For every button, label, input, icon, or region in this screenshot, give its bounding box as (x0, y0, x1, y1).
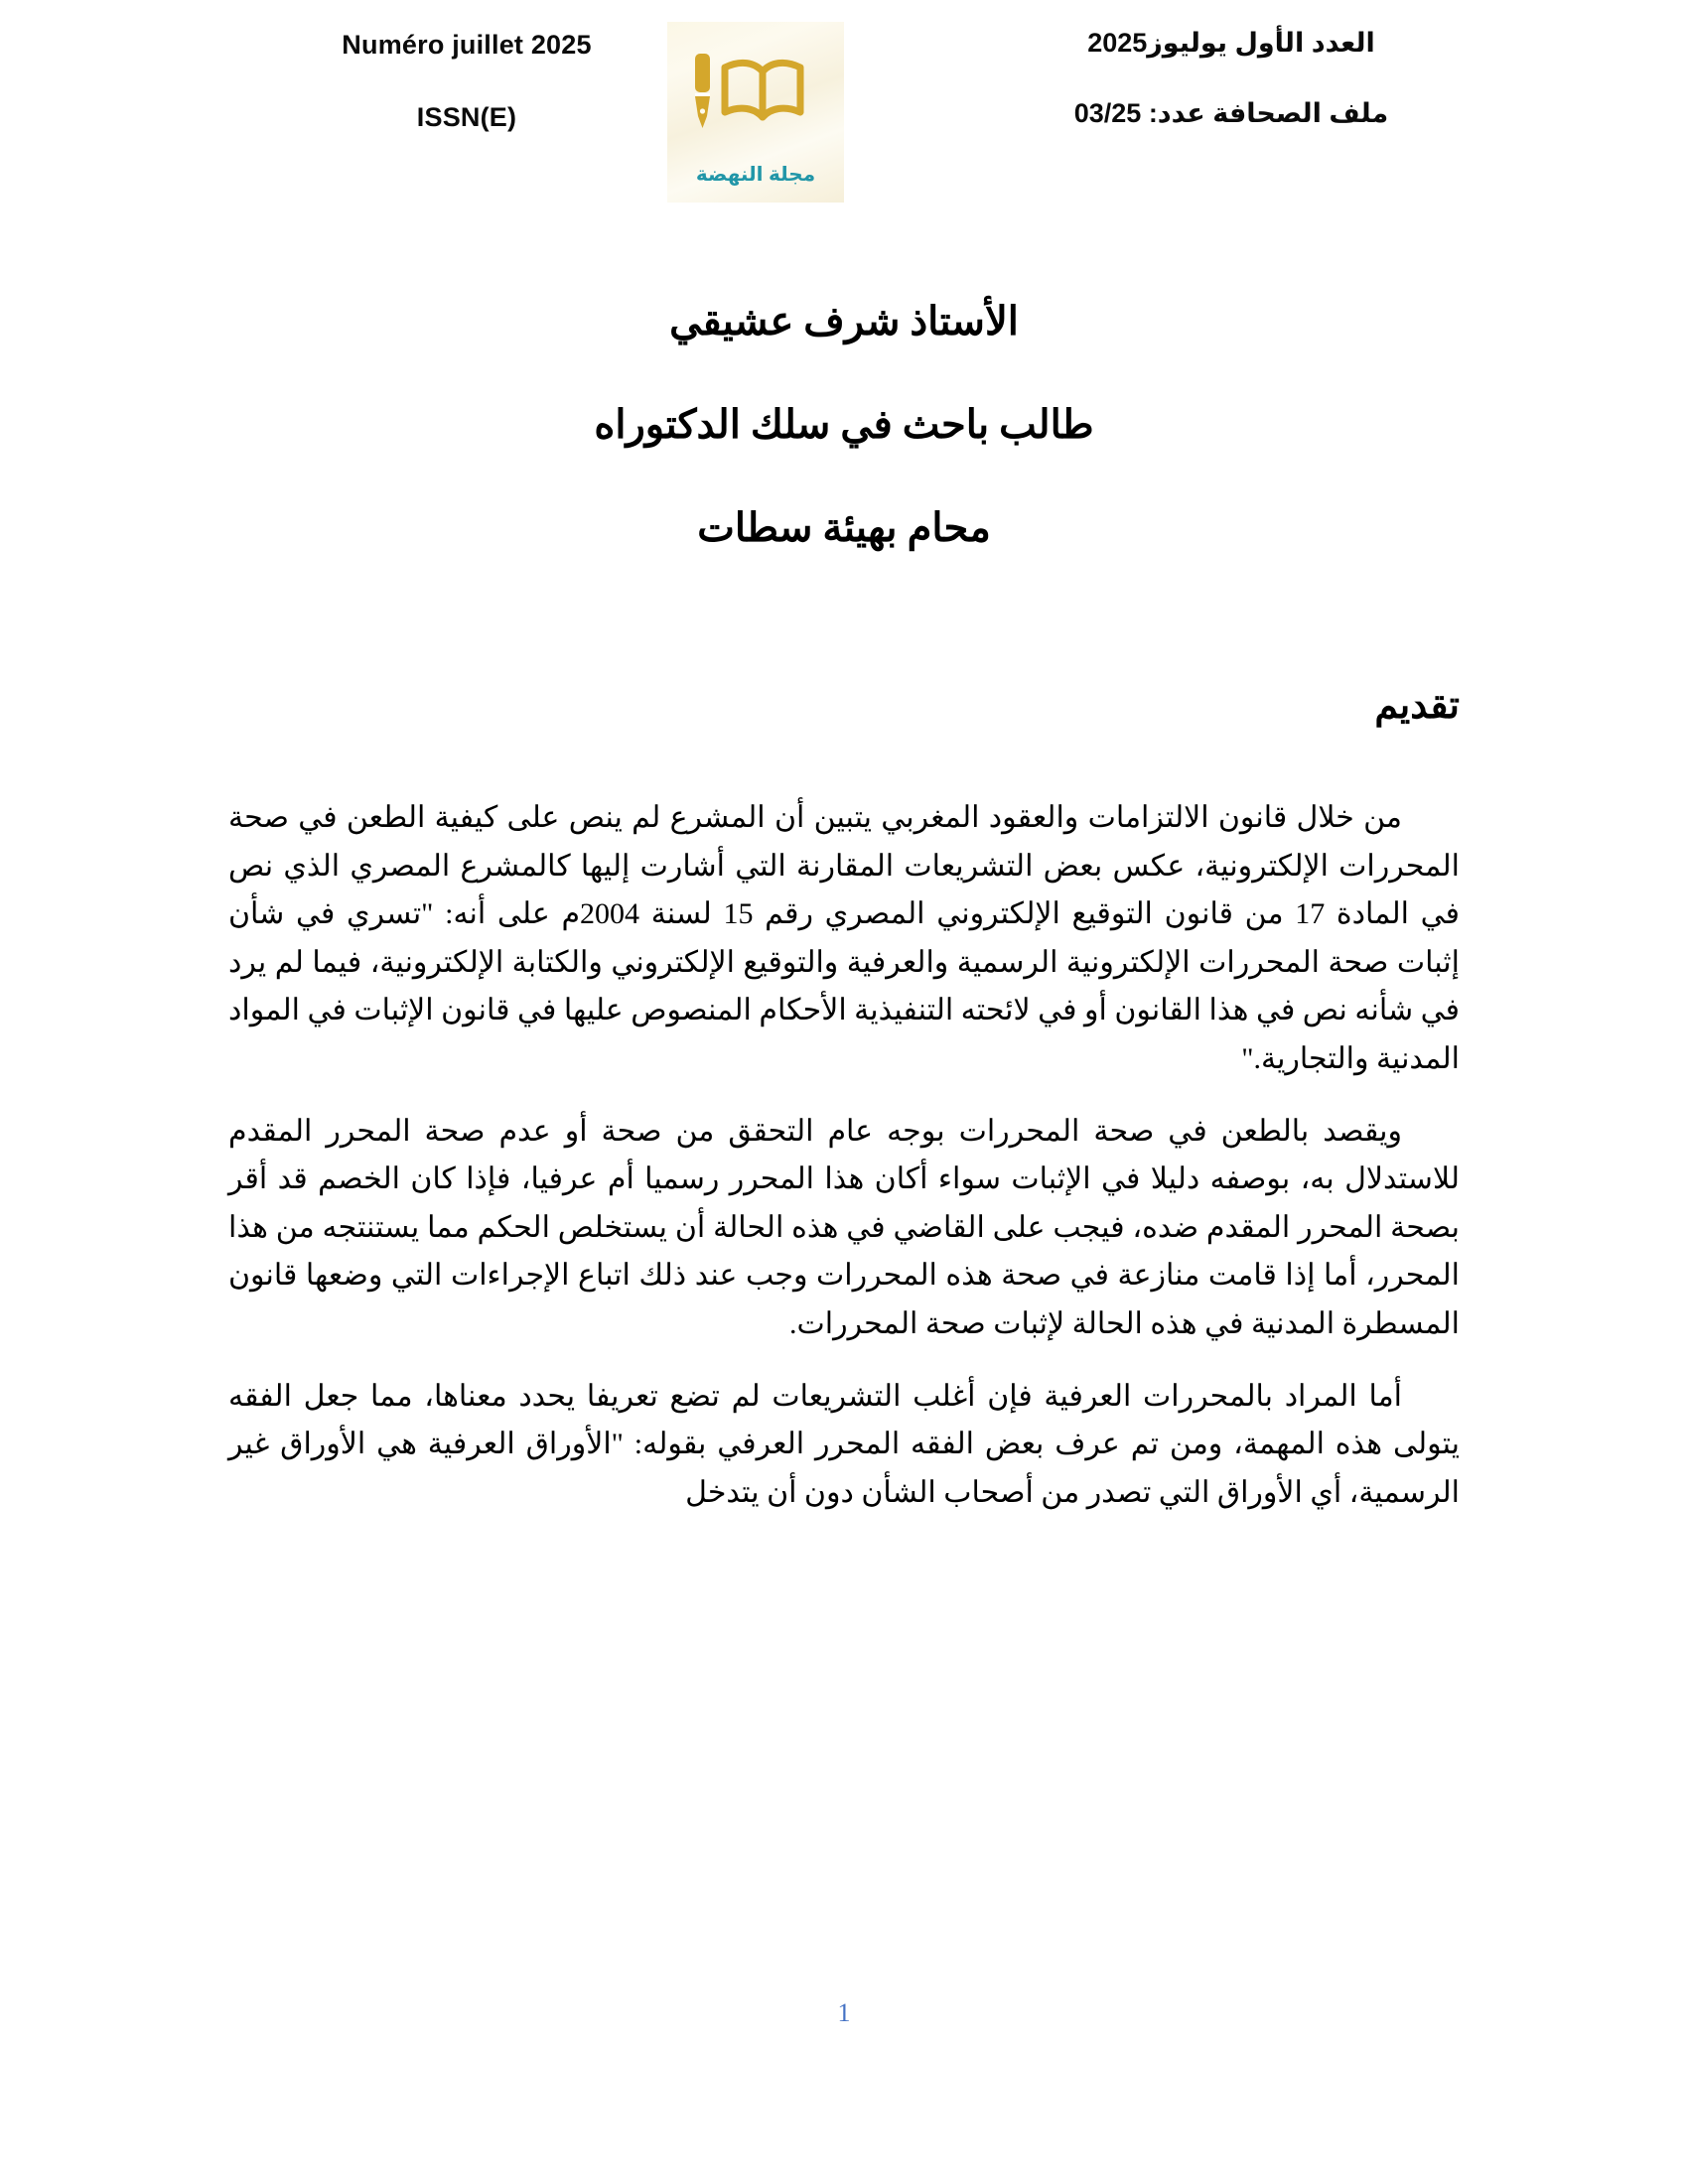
issn-label: ISSN(E) (416, 102, 517, 132)
page-masthead (0, 0, 1688, 248)
author-block (0, 298, 1688, 608)
journal-logo-caption: مجلة النهضة (695, 164, 816, 186)
issue-number-ar: العدد الأول يوليوز2025 (1087, 28, 1375, 58)
body-paragraph: ويقصد بالطعن في صحة المحررات بوجه عام التحقق من صحة أو عدم صحة المحرر المقدم للاستدلال به، بوصفه دليلا في الإثبات سواء أكان هذا المحرر رسميا أم عرفيا، فإذا كان الخصم قد أقر بصحة المحرر المقدم ضده، فيجب على القاضي في هذه الحالة أن يستخلص الحكم مما يستنتجه من هذا المحرر، أما إذا قامت منازعة في صحة هذه المحررات وجب عند ذلك اتباع الإجراءات التي وضعها قانون المسطرة المدنية في هذه الحالة لإثبات صحة المحررات. (228, 1114, 1460, 1340)
author-affiliation: محام بهيئة سطات (697, 505, 991, 550)
press-file-number: ملف الصحافة عدد: 03/25 (1073, 98, 1389, 128)
author-name: الأستاذ شرف عشيقي (669, 299, 1019, 343)
author-role: طالب باحث في سلك الدكتوراه (594, 402, 1094, 447)
section-heading-introduction: تقديم (1374, 685, 1460, 727)
issue-number-fr: Numéro juillet 2025 (342, 30, 592, 60)
open-book-with-pen-icon (667, 46, 844, 137)
masthead-left-block (298, 30, 635, 133)
article-body (228, 794, 1460, 1517)
masthead-right-block (1023, 28, 1440, 129)
body-paragraph: أما المراد بالمحررات العرفية فإن أغلب التشريعات لم تضع تعريفا يحدد معناها، مما جعل الفقه يتولى هذه المهمة، ومن تم عرف بعض الفقه المحرر العرفي بقوله: "الأوراق العرفية هي الأوراق غير الرسمية، أي الأوراق التي تصدر من أصحاب الشأن دون أن يتدخل (228, 1379, 1460, 1509)
body-paragraph: من خلال قانون الالتزامات والعقود المغربي يتبين أن المشرع لم ينص على كيفية الطعن في صحة المحررات الإلكترونية، عكس بعض التشريعات المقارنة التي أشارت إليها كالمشرع المصري الذي نص في المادة 17 من قانون التوقيع الإلكتروني المصري رقم 15 لسنة 2004م على أنه: "تسري في شأن إثبات صحة المحررات الإلكترونية الرسمية والعرفية والتوقيع الإلكتروني والكتابة الإلكترونية، فيما لم يرد في شأنه نص في هذا القانون أو في لائحته التنفيذية الأحكام المنصوص عليها في قانون الإثبات في المواد المدنية والتجارية." (228, 801, 1461, 1075)
journal-logo (667, 22, 844, 203)
page-number: 1 (837, 1998, 851, 2027)
